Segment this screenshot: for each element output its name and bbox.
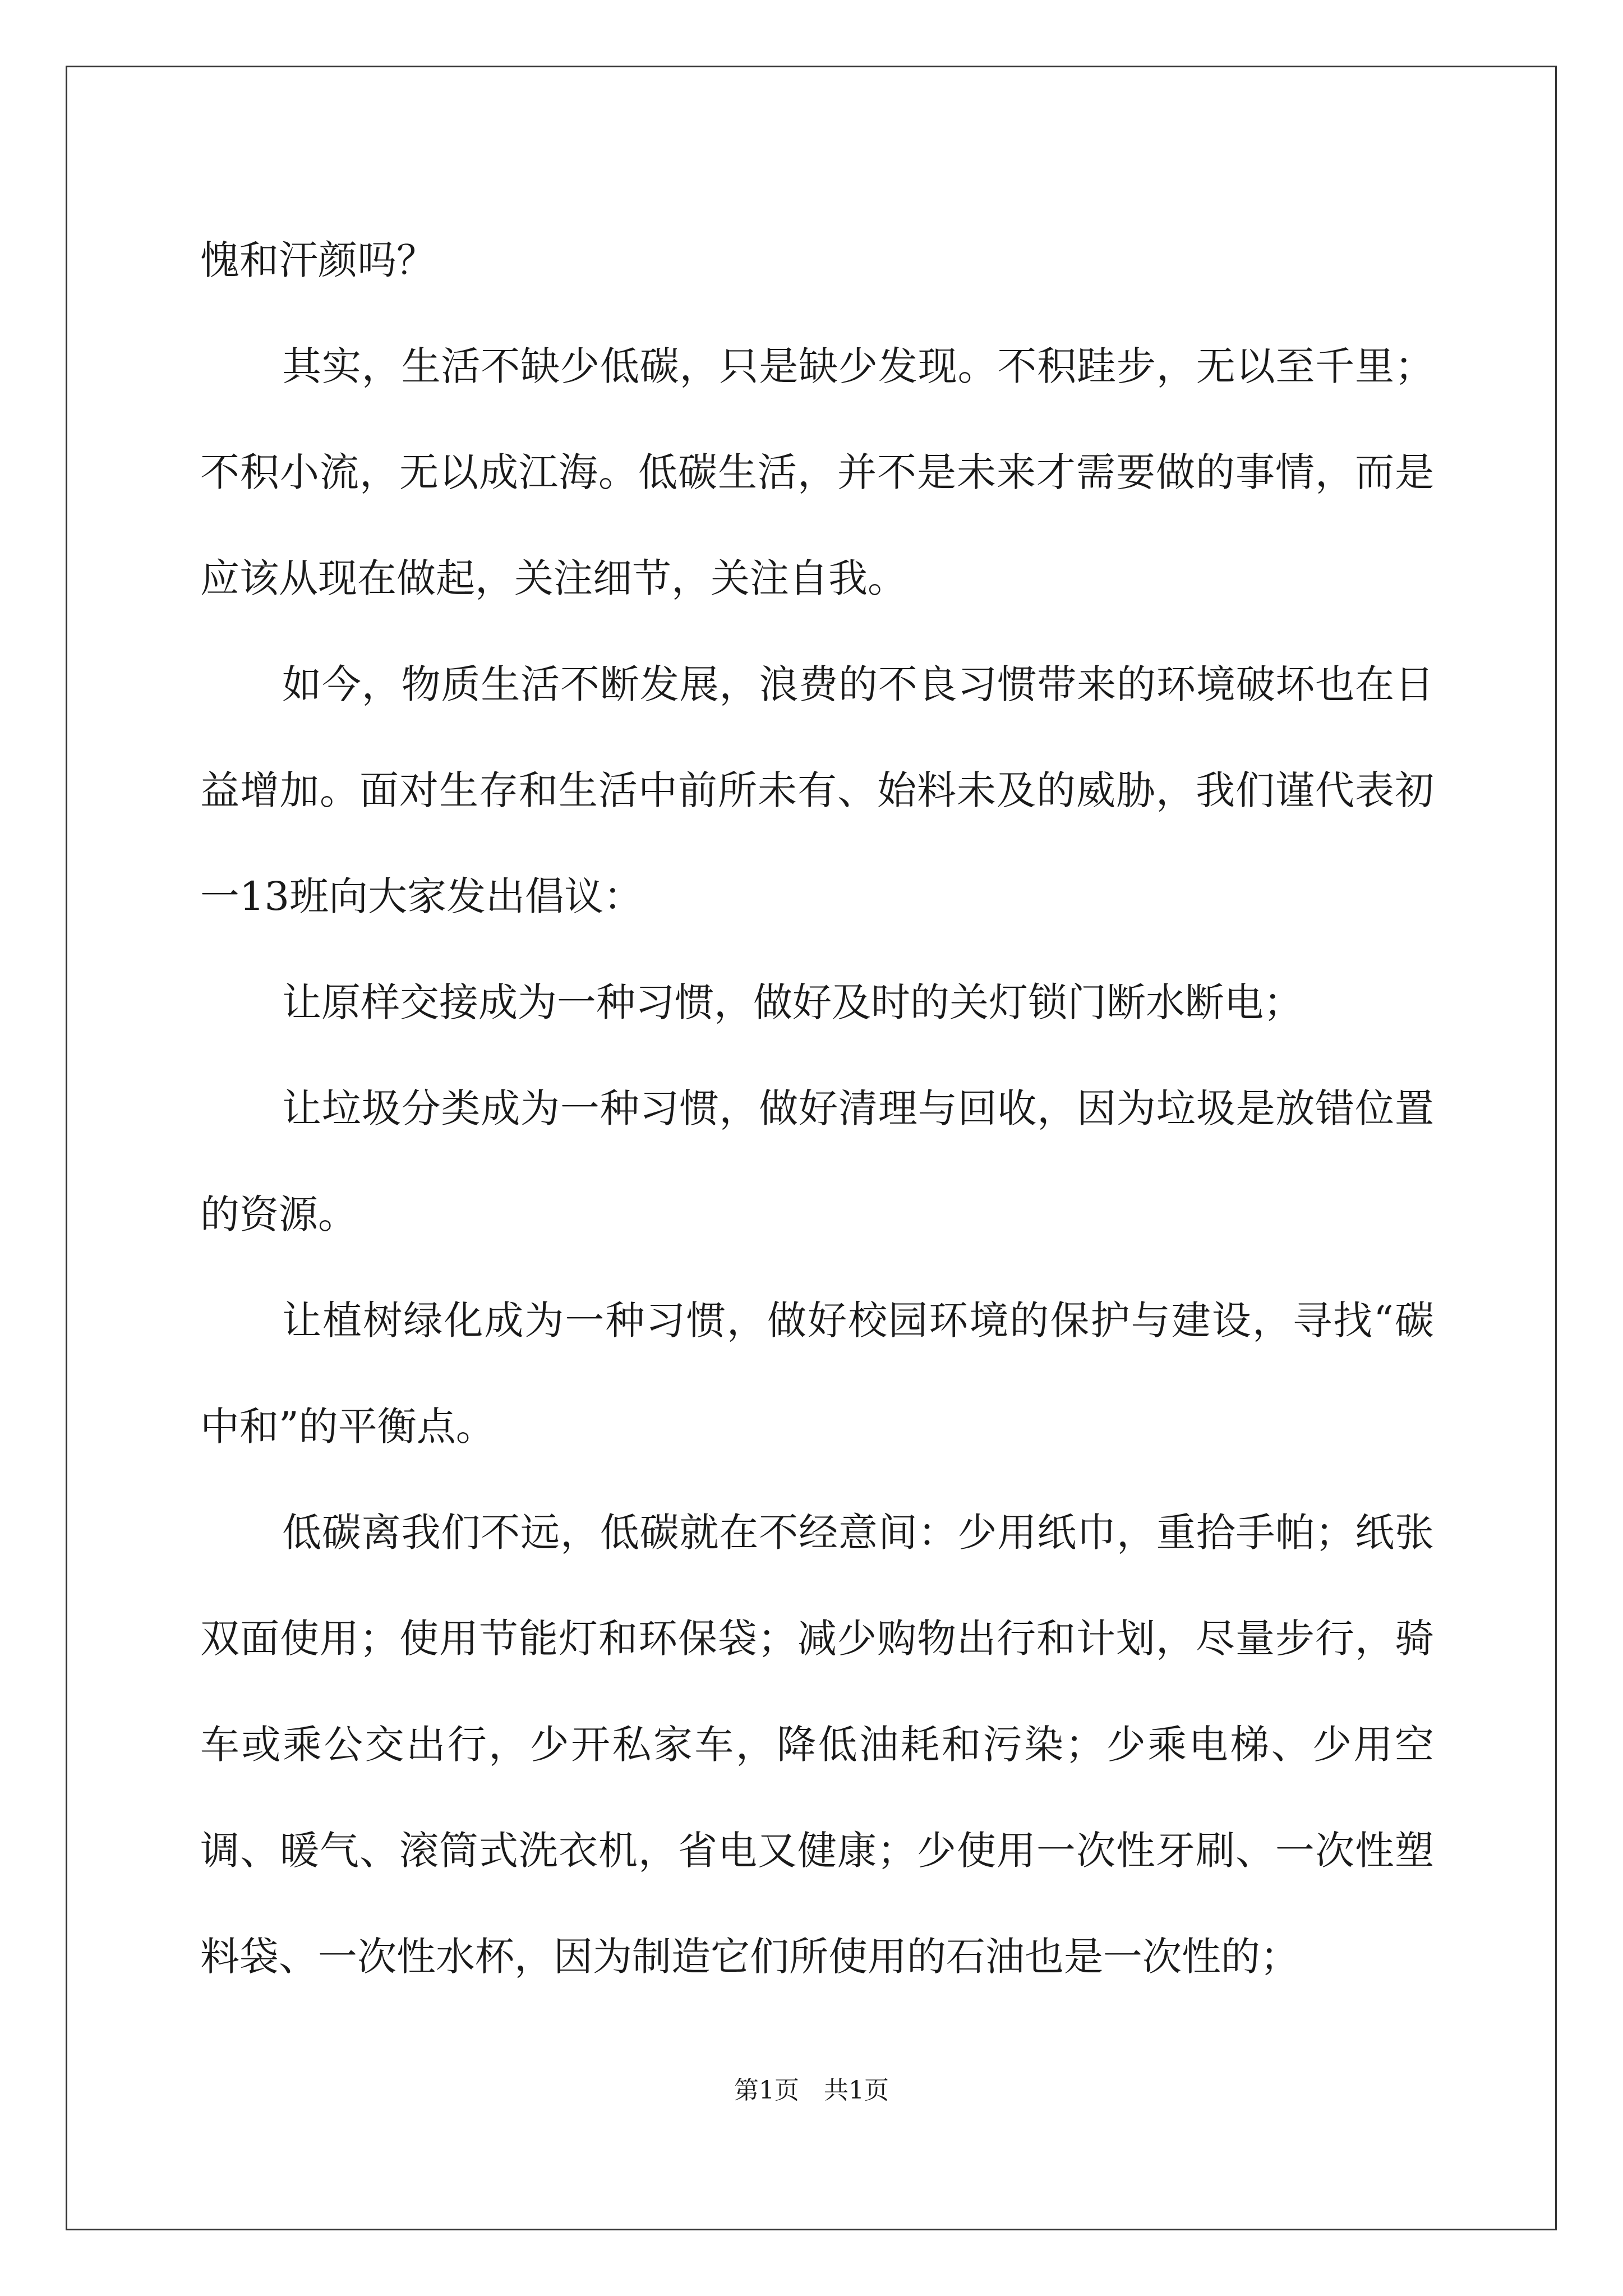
paragraph: 其实，生活不缺少低碳，只是缺少发现。不积跬步，无以至千里；不积小流，无以成江海。低碳生活，并不是未来才需要做的事情，而是应该从现在做起，关注细节，关注自我。 <box>200 343 1434 601</box>
paragraph: 低碳离我们不远，低碳就在不经意间：少用纸巾，重拾手帕；纸张双面使用；使用节能灯和环保袋；减少购物出行和计划，尽量步行，骑车或乘公交出行，少开私家车，降低油耗和污染；少乘电梯、少用空调、暖气、滚筒式洗衣机，省电又健康；少使用一次性牙刷、一次性塑料袋、一次性水杯，因为制造它们所使用的石油也是一次性的； <box>200 1510 1434 1980</box>
page-total: 共1页 <box>824 2076 889 2105</box>
paragraph: 如今，物质生活不断发展，浪费的不良习惯带来的环境破坏也在日益增加。面对生存和生活中前所未有、始料未及的威胁，我们谨代表初一13班向大家发出倡议： <box>200 661 1434 919</box>
paragraph: 让垃圾分类成为一种习惯，做好清理与回收，因为垃圾是放错位置的资源。 <box>200 1085 1434 1237</box>
paragraph: 让原样交接成为一种习惯，做好及时的关灯锁门断水断电； <box>282 979 1303 1025</box>
page-footer <box>0 2070 1623 2106</box>
document-body <box>200 208 1434 2010</box>
page-number: 第1页 <box>734 2076 799 2105</box>
paragraph: 让植树绿化成为一种习惯，做好校园环境的保护与建设，寻找“碳中和”的平衡点。 <box>200 1297 1434 1450</box>
paragraph: 愧和汗颜吗？ <box>200 237 436 283</box>
